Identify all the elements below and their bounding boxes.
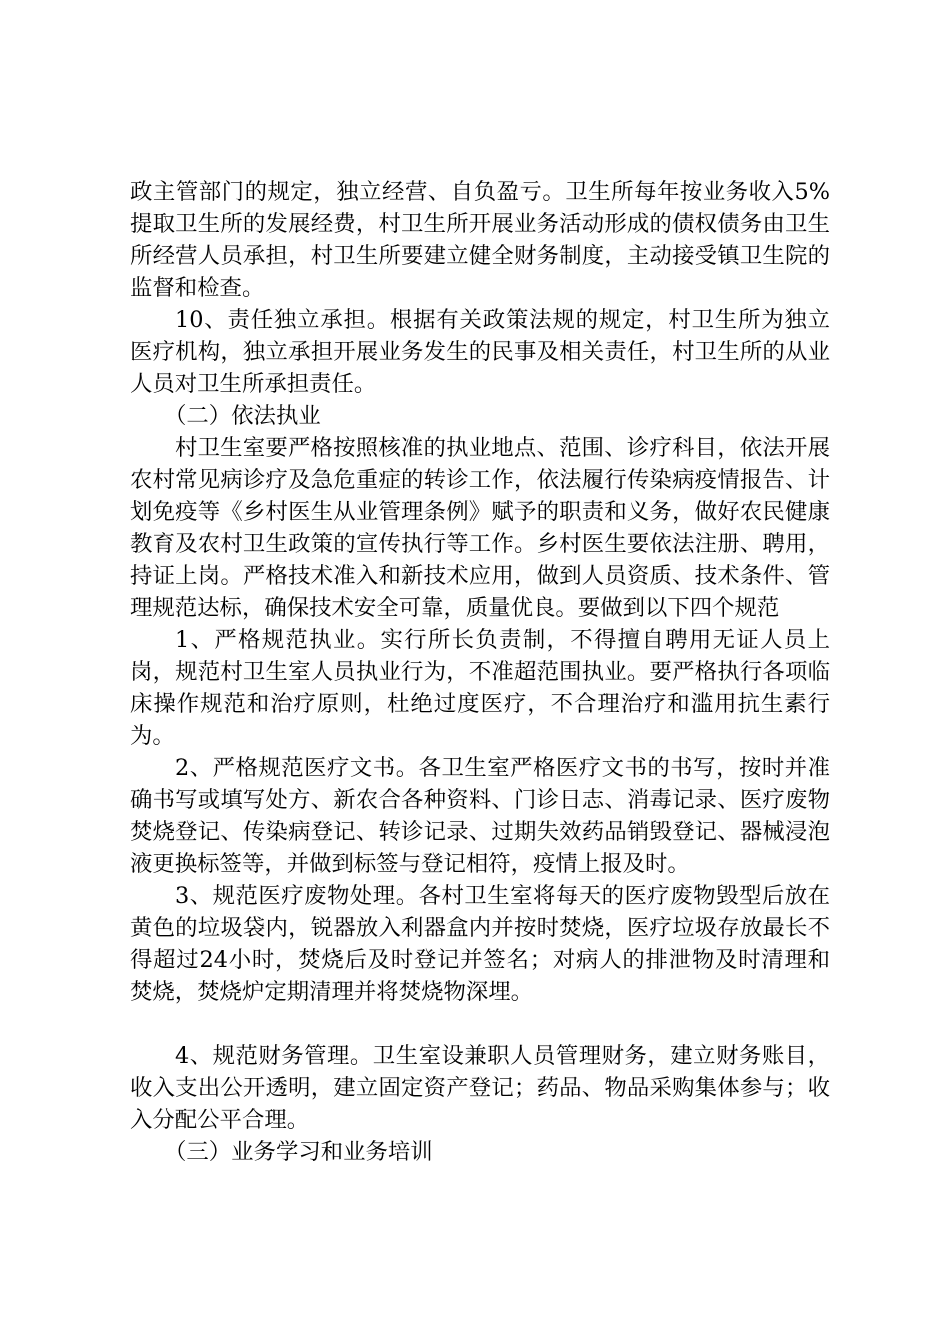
section-heading-lawful-practice: （二）依法执业 (164, 403, 321, 429)
section-heading-training: （三）业务学习和业务培训 (164, 1139, 433, 1165)
paragraph-finance-self-management: 政主管部门的规定，独立经营、自负盈亏。卫生所每年按业务收入5%提取卫生所的发展经费，村卫生所开展业务活动形成的债权债务由卫生所经营人员承担，村卫生所要建立健全财务制度，主动接受镇卫生院的监督和检查。 (130, 179, 830, 301)
paragraph-item-1-practice: 1、严格规范执业。实行所长负责制，不得擅自聘用无证人员上岗，规范村卫生室人员执业行为，不准超范围执业。要严格执行各项临床操作规范和治疗原则，杜绝过度医疗，不合理治疗和滥用抗生素行为。 (130, 627, 830, 749)
paragraph-item-3-medical-waste: 3、规范医疗废物处理。各村卫生室将每天的医疗废物毁型后放在黄色的垃圾袋内，锐器放入利器盒内并按时焚烧，医疗垃圾存放最长不得超过24小时，焚烧后及时登记并签名；对病人的排泄物及时清理和焚烧，焚烧炉定期清理并将焚烧物深埋。 (130, 883, 830, 1005)
paragraph-item-2-documents: 2、严格规范医疗文书。各卫生室严格医疗文书的书写，按时并准确书写或填写处方、新农合各种资料、门诊日志、消毒记录、医疗废物焚烧登记、传染病登记、转诊记录、过期失效药品销毁登记、器械浸泡液更换标签等，并做到标签与登记相符，疫情上报及时。 (130, 755, 830, 877)
paragraph-item-4-finance: 4、规范财务管理。卫生室设兼职人员管理财务，建立财务账目，收入支出公开透明，建立固定资产登记；药品、物品采购集体参与；收入分配公平合理。 (130, 1043, 830, 1133)
paragraph-lawful-practice: 村卫生室要严格按照核准的执业地点、范围、诊疗科目，依法开展农村常见病诊疗及急危重症的转诊工作，依法履行传染病疫情报告、计划免疫等《乡村医生从业管理条例》赋予的职责和义务，做好农民健康教育及农村卫生政策的宣传执行等工作。乡村医生要依法注册、聘用，持证上岗。严格技术准入和新技术应用，做到人员资质、技术条件、管理规范达标，确保技术安全可靠，质量优良。要做到以下四个规范 (130, 435, 830, 621)
paragraph-item-10-responsibility: 10、责任独立承担。根据有关政策法规的规定，村卫生所为独立医疗机构，独立承担开展业务发生的民事及相关责任，村卫生所的从业人员对卫生所承担责任。 (130, 307, 830, 397)
document-body (130, 176, 830, 1168)
